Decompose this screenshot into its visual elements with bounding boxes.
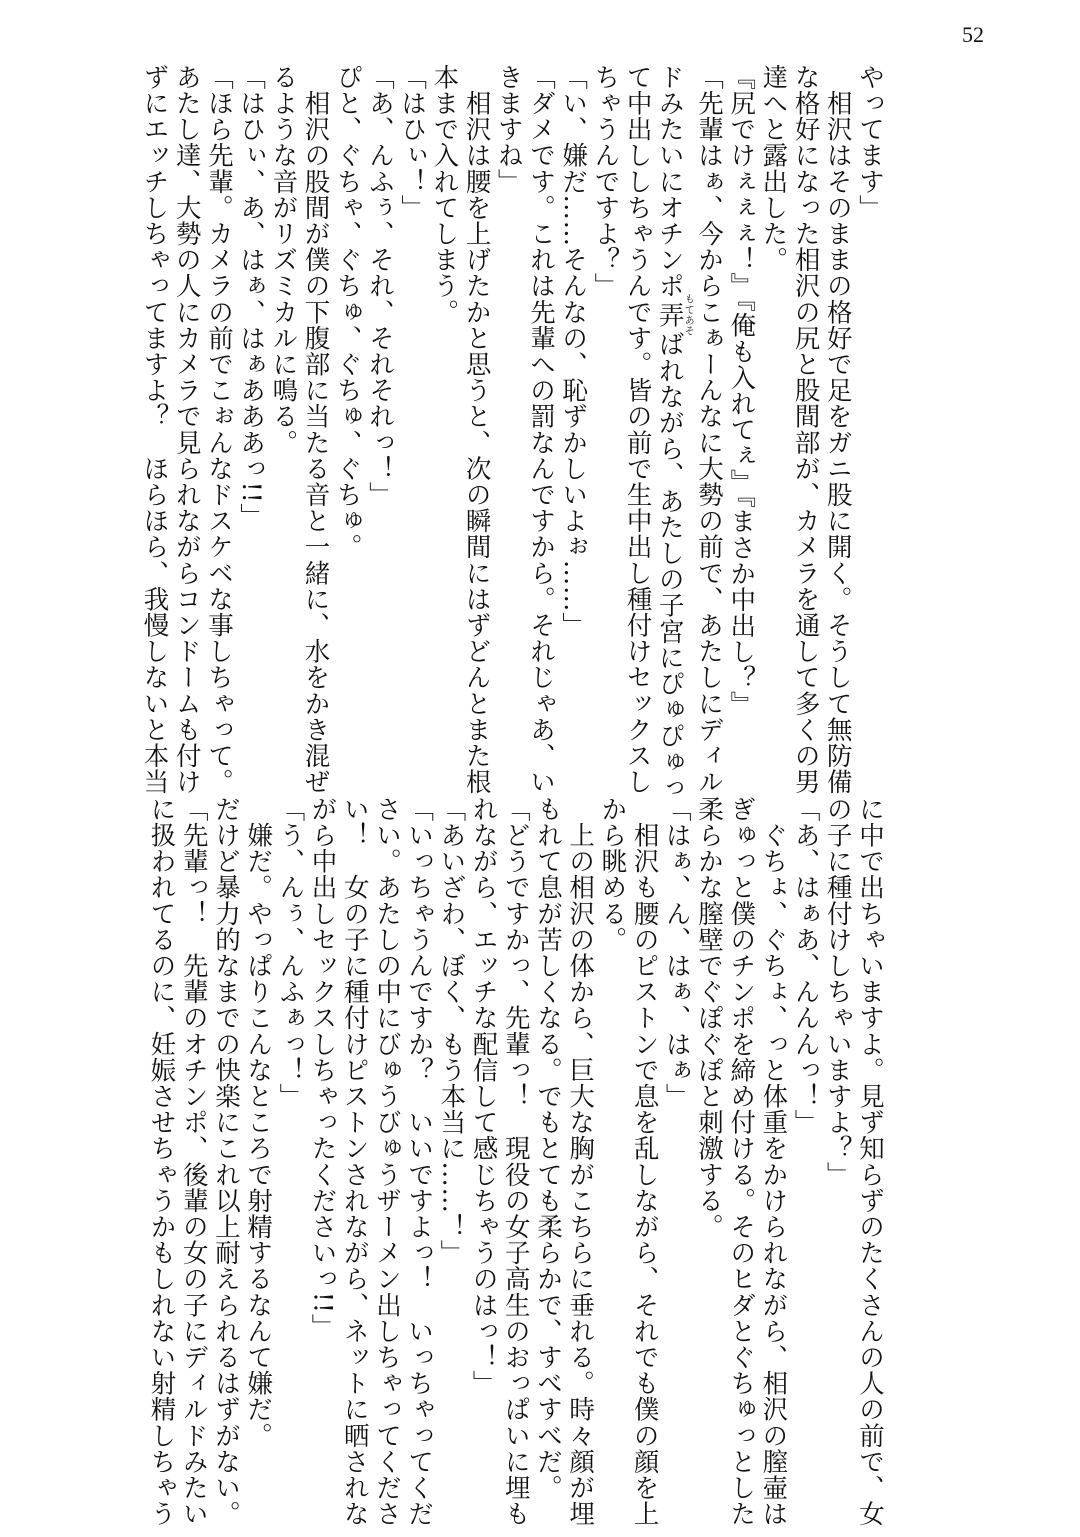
text-line: やってます」 [855, 64, 885, 221]
text-line: に中で出ちゃいますよ。見ず知らずのたくさんの人の前で、女 [855, 796, 885, 1527]
text-line: ぐちょ、ぐちょ、っと体重をかけられながら、相沢の膣壷は [758, 796, 789, 1527]
text-line: きますね」 [493, 64, 524, 195]
text-line: 「はひぃ、あ、はぁ、はぁあああっ!!」 [236, 64, 267, 530]
text-line: 「う、んぅ、んふぁっ！」 [275, 796, 306, 1110]
text-segment: ばれながら、あたしの子宮にぴゅぴゅっ [654, 331, 685, 802]
text-line: 相沢の股間が僕の下腹部に当たる音と一緒に、水をかき混ぜ [300, 64, 331, 795]
text-line: 「あいざわ、ぼく、もう本当に……！」 [436, 796, 467, 1266]
text-line: から眺める。 [597, 796, 628, 953]
text-line: るような音がリズミカルに鳴る。 [268, 64, 299, 456]
text-line: 「先輩っ！ 先輩のオチンポ、後輩の女の子にディルドみたい [178, 796, 209, 1527]
text-line [654, 64, 694, 802]
text-line: 「先輩はぁ、今からこぁーんなに大勢の前で、あたしにディル [693, 64, 724, 795]
text-line: 「ほら先輩。カメラの前でこぉんなドスケベな事しちゃって。 [203, 64, 234, 795]
text-line: 「い、嫌だ……そんなの、恥ずかしいよぉ……」 [558, 64, 589, 639]
text-line: 「あ、はぁあ、んんんっ！」 [790, 796, 821, 1136]
text-line: 達へと露出した。 [758, 64, 789, 273]
text-line: 「ダメです。これは先輩への罰なんですから。それじゃあ、い [525, 64, 556, 795]
text-line: もれて息が苦しくなる。でもとても柔らかで、すべすべだ。 [532, 796, 563, 1501]
text-line: 「どうですかっ、先輩っ！ 現役の女子高生のおっぱいに埋も [500, 796, 531, 1527]
text-line: 「はひぃ！」 [397, 64, 428, 221]
page-number: 52 [962, 22, 984, 47]
text-line: 嫌だ。やっぱりこんなところで射精するなんて嫌だ。 [243, 796, 274, 1449]
text-line: さい。あたしの中にびゅうびゅうザーメン出しちゃってくださ [371, 796, 402, 1527]
text-line: 「はぁ、ん、はぁ、はぁ」 [661, 796, 692, 1110]
text-line: て中出ししちゃうんです。皆の前で生中出し種付けセックスし [622, 64, 653, 795]
text-line: 『尻でけぇぇぇ！』『俺も入れてぇ』『まさか中出し？』 [726, 64, 757, 718]
ruby-word [654, 293, 694, 337]
text-line: 柔らかな膣壁でぐぽぐぽと刺激する。 [693, 796, 724, 1240]
text-line: ぎゅっと僕のチンポを締め付ける。そのヒダとぐちゅっとした [726, 796, 757, 1527]
text-line: 「いっちゃうんですか？ いいですよっ！ いっちゃってくだ [404, 796, 435, 1527]
text-line: 本まで入れてしまう。 [429, 64, 460, 325]
ruby-reading: もてあそ [682, 293, 694, 337]
text-line: ちゃうんですよ？」 [590, 64, 621, 299]
text-segment: ドみたいにオチンポ [654, 64, 685, 299]
text-line: な格好になった相沢の尻と股間部が、カメラを通して多くの男 [790, 64, 821, 795]
text-line: に扱われてるのに、妊娠させちゃうかもしれない射精しちゃう [146, 796, 177, 1527]
text-line: 相沢はそのままの格好で足をガニ股に開く。そうして無防備 [822, 64, 853, 795]
text-line: ずにエッチしちゃってますよ？ ほらほら、我慢しないと本当 [139, 64, 170, 795]
text-line: れながら、エッチな配信して感じちゃうのはっ！」 [468, 796, 499, 1397]
text-line: がら中出しセックスしちゃったくださいっ!!」 [307, 796, 338, 1340]
text-line: 上の相沢の体から、巨大な胸がこちらに垂れる。時々顔が埋 [565, 796, 596, 1527]
text-line: あたし達、大勢の人にカメラで見られながらコンドームも付け [171, 64, 202, 795]
ruby-base: 弄 [654, 293, 685, 337]
text-block-top [138, 64, 886, 802]
text-line: 相沢は腰を上げたかと思うと、次の瞬間にはずどんとまた根 [461, 64, 492, 795]
text-line: の子に種付けしちゃいますよ？」 [822, 796, 853, 1188]
text-line: い！ 女の子に種付けピストンされながら、ネットに晒されな [339, 796, 370, 1527]
text-line: ぴと、ぐちゃ、ぐちゅ、ぐちゅ、ぐちゅ。 [332, 64, 363, 560]
text-line: 相沢も腰のピストンで息を乱しながら、それでも僕の顔を上 [629, 796, 660, 1527]
text-line: 「あ、んふぅ、それ、それそれっ！」 [364, 64, 395, 508]
text-block-bottom [145, 796, 886, 1527]
text-line: だけど暴力的なまでの快楽にこれ以上耐えられるはずがない。 [210, 796, 241, 1527]
